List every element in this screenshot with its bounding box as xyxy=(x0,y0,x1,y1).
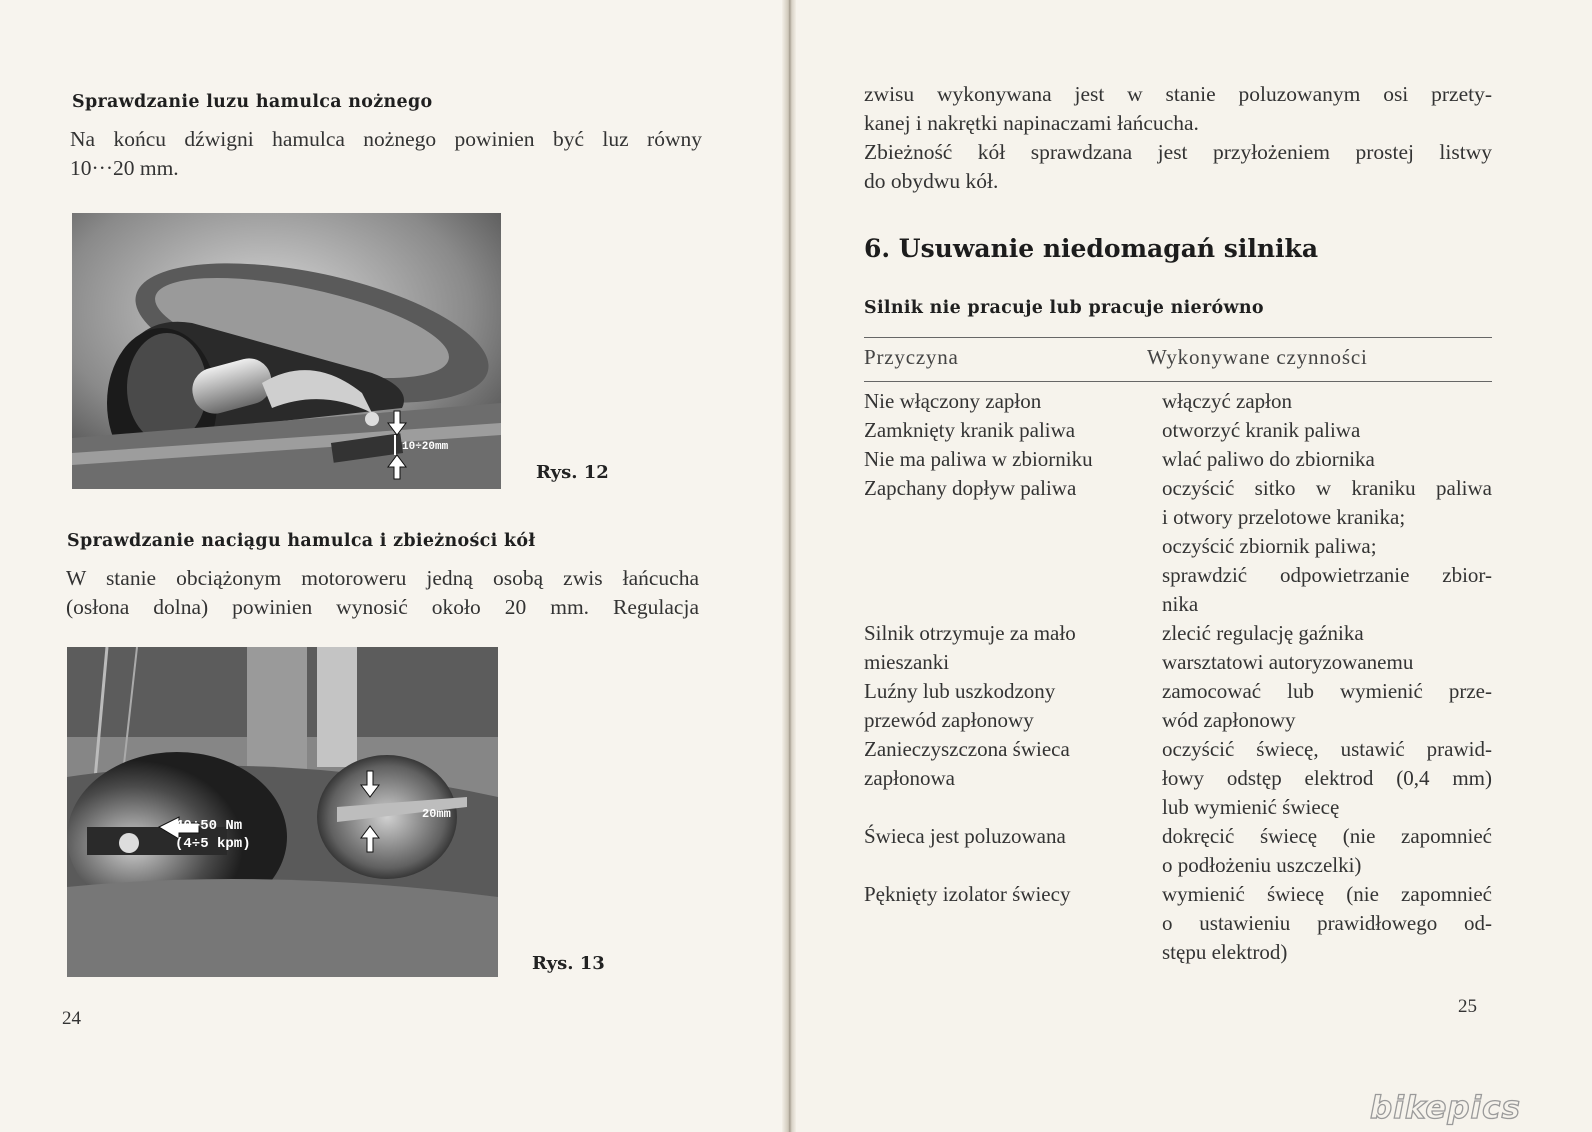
table-row-8-cause: Świeca jest poluzowana xyxy=(864,824,1066,848)
table-header-rule xyxy=(864,381,1492,382)
chapter-title: 6. Usuwanie niedomagań silnika xyxy=(864,234,1319,263)
intro-line-1: zwisu wykonywana jest w stanie poluzowanym osi przety- xyxy=(864,82,1492,106)
figure-13-slack: 20mm xyxy=(422,807,451,821)
table-row-8-action: dokręcić świecę (nie zapomnieć o podłożeniu uszczelki) xyxy=(1162,824,1492,877)
page-number-right: 25 xyxy=(1458,996,1477,1017)
heading-brake-play: Sprawdzanie luzu hamulca nożnego xyxy=(72,92,433,112)
paragraph-brake-play-line2: 10···20 mm. xyxy=(70,156,179,180)
table-row-6-action: zamocować lub wymienić prze- wód zapłonowy xyxy=(1162,679,1492,732)
table-row-5-action: zlecić regulację gaźnika warsztatowi autoryzowanemu xyxy=(1162,621,1414,674)
table-row-2-cause: Zamknięty kranik paliwa xyxy=(864,418,1076,442)
figure-12-caption: Rys. 12 xyxy=(536,462,609,483)
paragraph-brake-play-line1: Na końcu dźwigni hamulca nożnego powinien być luz równy xyxy=(70,127,702,151)
table-row-4-action: oczyścić sitko w kraniku paliwa i otwory przelotowe kranika; oczyścić zbiornik paliwa; sprawdzić odpowietrzanie zbior- nika xyxy=(1162,476,1492,616)
table-row-9-action: wymienić świecę (nie zapomnieć o ustawieniu prawidłowego od- stępu elektrod) xyxy=(1162,882,1492,964)
page-number-left: 24 xyxy=(62,1008,81,1029)
table-header-cause: Przyczyna xyxy=(864,345,959,369)
table-row-2-action: otworzyć kranik paliwa xyxy=(1162,418,1361,442)
paragraph-brake-tension-line2: (osłona dolna) powinien wynosić około 20 mm. Regulacja xyxy=(66,595,699,619)
table-row-1-action: włączyć zapłon xyxy=(1162,389,1293,413)
table-row-4-cause: Zapchany dopływ paliwa xyxy=(864,476,1077,500)
figure-13-torque-kpm: (4÷5 kpm) xyxy=(175,836,251,852)
intro-line-3: Zbieżność kół sprawdzana jest przyłożeniem prostej listwy xyxy=(864,140,1492,164)
figure-13-caption: Rys. 13 xyxy=(532,953,605,974)
figure-13-torque-nm: 40÷50 Nm xyxy=(175,818,243,834)
paragraph-brake-tension-line1: W stanie obciążonym motoroweru jedną osobą zwis łańcucha xyxy=(66,566,699,590)
subheading-engine: Silnik nie pracuje lub pracuje nierówno xyxy=(864,298,1264,318)
table-row-9-cause: Pęknięty izolator świecy xyxy=(864,882,1071,906)
intro-line-4: do obydwu kół. xyxy=(864,169,999,193)
table-row-1-cause: Nie włączony zapłon xyxy=(864,389,1042,413)
intro-line-2: kanej i nakrętki napinaczami łańcucha. xyxy=(864,111,1199,135)
book-spine xyxy=(782,0,796,1132)
table-row-3-action: wlać paliwo do zbiornika xyxy=(1162,447,1375,471)
table-top-rule xyxy=(864,337,1492,338)
heading-brake-tension: Sprawdzanie naciągu hamulca i zbieżności kół xyxy=(67,531,536,551)
table-row-7-cause: Zanieczyszczona świeca zapłonowa xyxy=(864,737,1070,790)
table-row-6-cause: Luźny lub uszkodzony przewód zapłonowy xyxy=(864,679,1056,732)
watermark-logo: bikepics xyxy=(1370,1090,1521,1126)
figure-12-callout: 10÷20mm xyxy=(402,441,449,453)
table-header-action: Wykonywane czynności xyxy=(1147,345,1368,369)
table-row-7-action: oczyścić świecę, ustawić prawid- łowy odstęp elektrod (0,4 mm) lub wymienić świecę xyxy=(1162,737,1492,819)
figure-12-photo xyxy=(72,213,501,489)
table-row-5-cause: Silnik otrzymuje za mało mieszanki xyxy=(864,621,1076,674)
figure-13-photo xyxy=(67,647,498,977)
table-row-3-cause: Nie ma paliwa w zbiorniku xyxy=(864,447,1093,471)
